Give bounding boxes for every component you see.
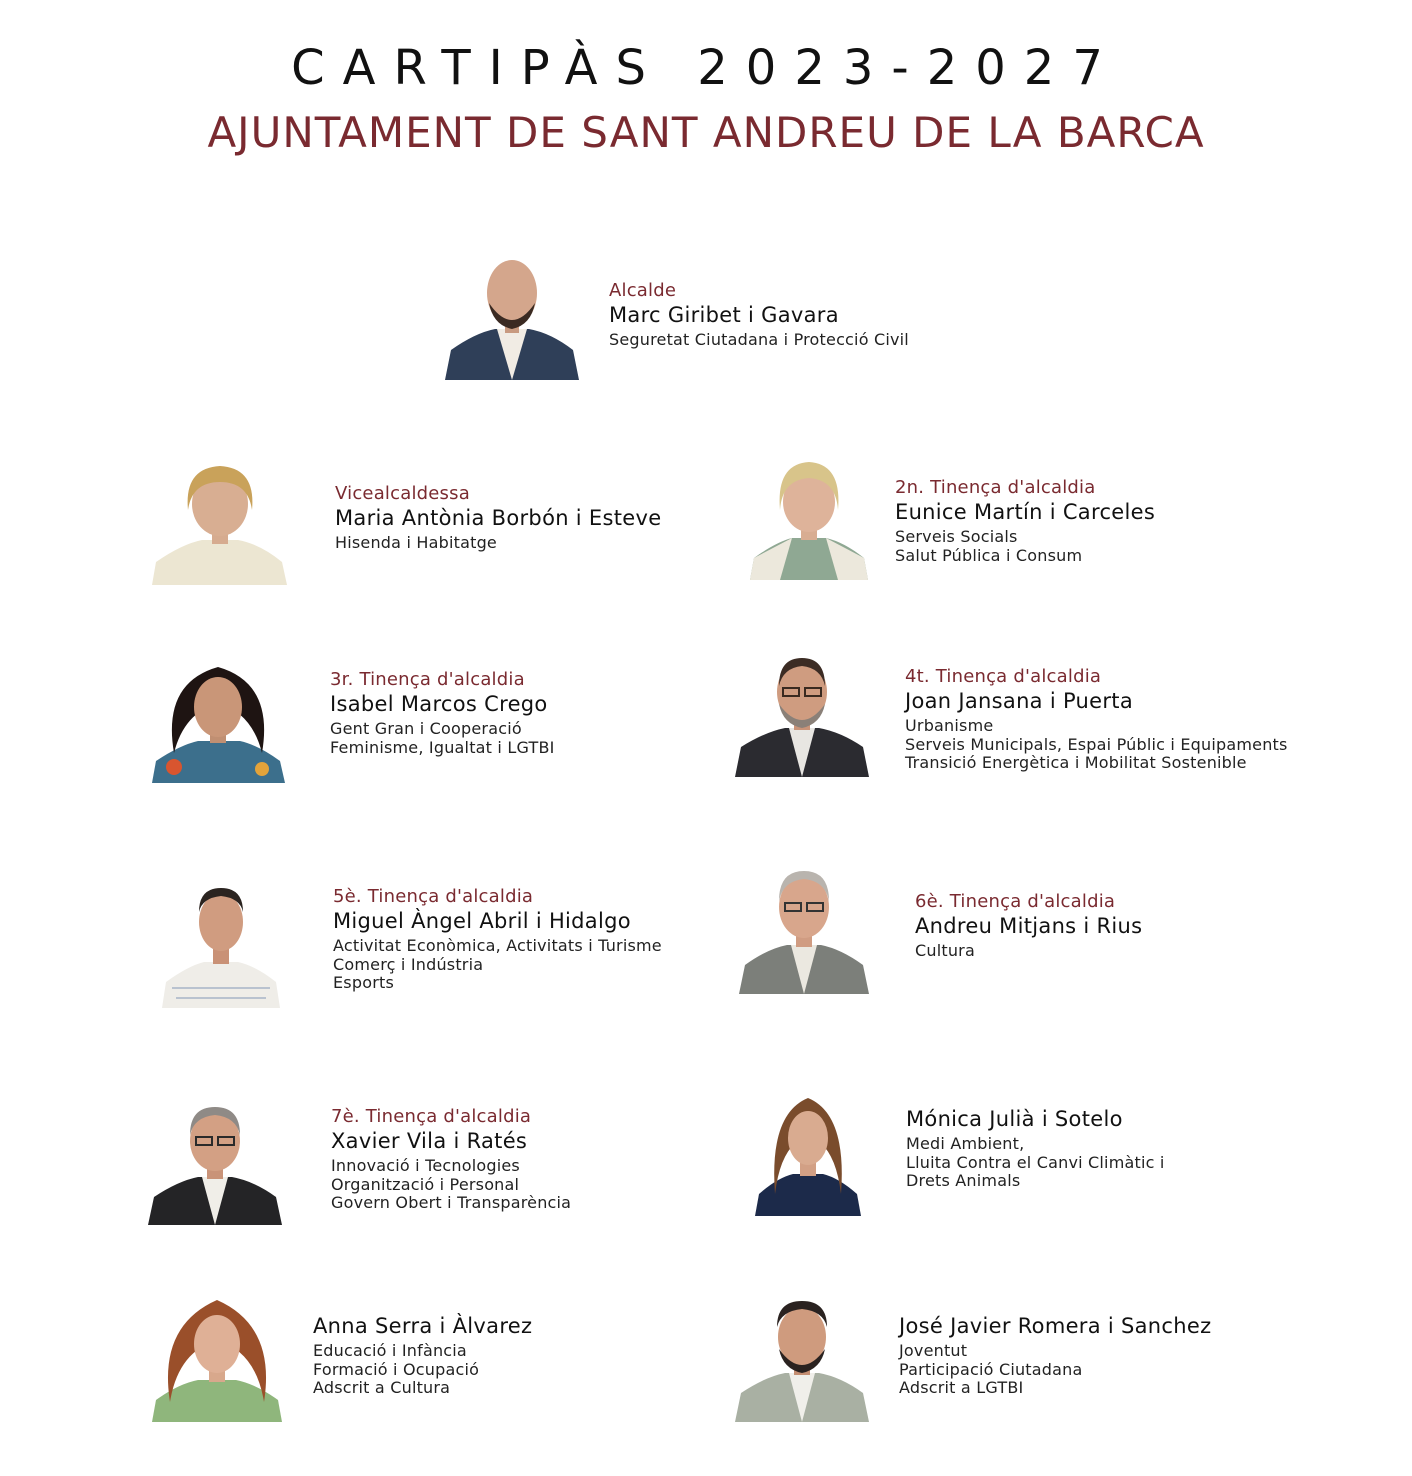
member-info-alcalde xyxy=(609,280,909,350)
member-role: 3r. Tinença d'alcaldia xyxy=(330,669,525,690)
portrait-photo-tinenca-2 xyxy=(750,460,868,580)
member-area: Serveis Socials xyxy=(895,527,1018,546)
member-areas xyxy=(313,1342,532,1398)
member-areas xyxy=(609,331,909,350)
member-role: 7è. Tinença d'alcaldia xyxy=(331,1106,532,1127)
member-areas xyxy=(906,1135,1165,1191)
member-name: Xavier Vila i Ratés xyxy=(331,1129,528,1153)
portrait-photo-regidora-julia xyxy=(755,1094,861,1216)
member-area: Hisenda i Habitatge xyxy=(335,533,497,552)
member-info-tinenca-7 xyxy=(331,1106,571,1213)
member-area: Serveis Municipals, Espai Públic i Equipaments xyxy=(905,734,1288,754)
portrait-photo-alcalde xyxy=(445,255,579,380)
member-area: Adscrit a LGTBI xyxy=(899,1378,1024,1397)
member-area: Esports xyxy=(333,973,394,992)
member-area: Formació i Ocupació xyxy=(313,1359,480,1379)
member-areas xyxy=(895,528,1155,565)
member-name: José Javier Romera i Sanchez xyxy=(899,1314,1212,1338)
portrait-photo-tinenca-6 xyxy=(739,867,869,994)
member-area: Comerç i Indústria xyxy=(333,954,484,974)
member-info-vicealcaldessa xyxy=(335,483,661,553)
member-area: Govern Obert i Transparència xyxy=(331,1193,572,1212)
member-area: Salut Pública i Consum xyxy=(895,545,1083,565)
member-info-tinenca-3 xyxy=(330,669,555,757)
member-role: 2n. Tinença d'alcaldia xyxy=(895,477,1096,498)
member-areas xyxy=(899,1342,1211,1398)
member-info-tinenca-4 xyxy=(905,666,1288,773)
page-subtitle: AJUNTAMENT DE SANT ANDREU DE LA BARCA xyxy=(207,108,1205,157)
member-areas xyxy=(333,937,662,993)
member-area: Cultura xyxy=(915,941,975,960)
member-areas xyxy=(331,1157,571,1213)
member-areas xyxy=(905,717,1288,773)
member-name: Anna Serra i Àlvarez xyxy=(313,1314,533,1338)
portrait-photo-regidor-romera xyxy=(735,1297,869,1422)
member-area: Transició Energètica i Mobilitat Sostenible xyxy=(905,753,1247,772)
member-name: Maria Antònia Borbón i Esteve xyxy=(335,506,662,530)
portrait-photo-tinenca-7 xyxy=(148,1103,282,1225)
member-areas xyxy=(330,720,555,757)
member-area: Organització i Personal xyxy=(331,1174,520,1194)
member-name: Isabel Marcos Crego xyxy=(330,692,548,716)
member-role: Vicealcaldessa xyxy=(335,483,470,504)
page-title: CARTIPÀS 2023-2027 xyxy=(291,40,1121,96)
member-role: 6è. Tinença d'alcaldia xyxy=(915,891,1116,912)
member-area: Activitat Econòmica, Activitats i Turisme xyxy=(333,936,662,955)
member-area: Gent Gran i Cooperació xyxy=(330,719,522,738)
member-info-tinenca-2 xyxy=(895,477,1155,565)
member-area: Lluita Contra el Canvi Climàtic i xyxy=(906,1152,1165,1172)
member-role: Alcalde xyxy=(609,280,677,301)
member-areas xyxy=(915,942,1142,961)
member-name: Miguel Àngel Abril i Hidalgo xyxy=(333,909,631,933)
member-name: Joan Jansana i Puerta xyxy=(905,689,1133,713)
member-info-tinenca-5 xyxy=(333,886,662,993)
member-area: Drets Animals xyxy=(906,1171,1021,1190)
member-role: 5è. Tinença d'alcaldia xyxy=(333,886,534,907)
member-info-regidora-serra xyxy=(313,1313,532,1398)
member-area: Innovació i Tecnologies xyxy=(331,1156,520,1175)
member-area: Medi Ambient, xyxy=(906,1134,1025,1153)
member-info-regidora-julia xyxy=(906,1106,1165,1191)
member-name: Andreu Mitjans i Rius xyxy=(915,914,1143,938)
member-info-regidor-romera xyxy=(899,1313,1211,1398)
member-area: Educació i Infància xyxy=(313,1341,467,1360)
member-area: Feminisme, Igualtat i LGTBI xyxy=(330,737,555,757)
member-role: 4t. Tinença d'alcaldia xyxy=(905,666,1102,687)
member-area: Seguretat Ciutadana i Protecció Civil xyxy=(609,330,909,349)
member-info-tinenca-6 xyxy=(915,891,1142,961)
portrait-photo-tinenca-4 xyxy=(735,652,869,777)
member-area: Adscrit a Cultura xyxy=(313,1378,451,1397)
member-area: Urbanisme xyxy=(905,716,994,735)
member-area: Joventut xyxy=(899,1341,968,1360)
portrait-photo-tinenca-3 xyxy=(152,663,285,783)
portrait-photo-regidora-serra xyxy=(152,1296,282,1422)
portrait-photo-vicealcaldessa xyxy=(152,462,287,585)
member-name: Marc Giribet i Gavara xyxy=(609,303,839,327)
member-name: Mónica Julià i Sotelo xyxy=(906,1107,1123,1131)
member-name: Eunice Martín i Carceles xyxy=(895,500,1156,524)
portrait-photo-tinenca-5 xyxy=(162,882,280,1008)
member-areas xyxy=(335,534,661,553)
member-area: Participació Ciutadana xyxy=(899,1359,1083,1379)
